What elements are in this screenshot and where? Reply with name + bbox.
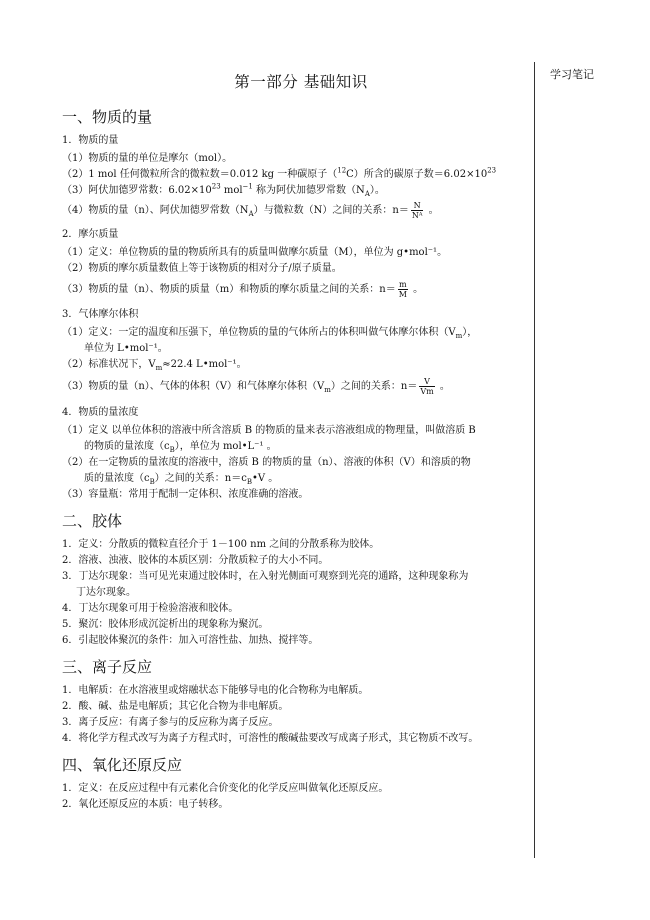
list-item-continuation: 丁达尔现象。 [76, 587, 136, 598]
section-heading: 四、氧化还原反应 [62, 756, 183, 774]
page-title: 第一部分 基础知识 [234, 73, 368, 91]
list-item: 5．聚沉：胶体形成沉淀析出的现象称为聚沉。 [62, 619, 269, 630]
study-notes-label: 学习笔记 [550, 68, 594, 81]
text-line: （2）1 mol 任何微粒所含的微粒数＝0.012 kg 一种碳原子（$^{12}$C）所含的碳原子数$=6.02\times 10^{23}$ [62, 166, 497, 180]
list-item: 2．氧化还原反应的本质：电子转移。 [62, 799, 229, 810]
formula-line: （3）物质的量（n）、物质的质量（m）和物质的摩尔质量之间的关系：n＝ $\frac{m}{M}$ 。 [62, 280, 424, 299]
text-line: （1）定义 以单位体积的溶液中所含溶质 B 的物质的量来表示溶液组成的物理量，叫做溶质 B [62, 425, 476, 436]
list-item: 2．溶液、浊液、胶体的本质区别：分散质粒子的大小不同。 [62, 555, 329, 566]
fraction: $\frac{N}{\text{Nᴬ}}$ [411, 201, 423, 220]
subsection-title: 4．物质的量浓度 [62, 407, 139, 418]
subsection-title: 3．气体摩尔体积 [62, 309, 139, 320]
list-item: 1．定义：在反应过程中有元素化合价变化的化学反应叫做氧化还原反应。 [62, 783, 389, 794]
list-item: 3．离子反应：有离子参与的反应称为离子反应。 [62, 717, 279, 728]
list-item: 1．电解质：在水溶液里或熔融状态下能够导电的化合物称为电解质。 [62, 685, 369, 696]
text-line: （3）阿伏加德罗常数：$6.02\times 10^{23}$ mol$^{-1}$ 称为阿伏加德罗常数$(N_A)$。 [62, 182, 385, 198]
section-heading: 二、胶体 [62, 512, 123, 530]
list-item: 2．酸、碱、盐是电解质；其它化合物为非电解质。 [62, 701, 289, 712]
text-line: （2）物质的摩尔质量数值上等于该物质的相对分子/原子质量。 [62, 263, 342, 274]
subsection-title: 2．摩尔质量 [62, 229, 119, 240]
formula-line: （3）物质的量（n）、气体的体积（V）和气体摩尔体积$(V_m)$之间的关系：n＝ $\frac{V}{Vm}$ 。 [62, 377, 450, 396]
text-line: 质的量浓度$(c_B)$之间的关系：$n=c_B•V$ 。 [84, 473, 279, 486]
text-line: （2）标准状况下，$V_m\approx 22.4$ L•mol⁻¹。 [62, 359, 247, 372]
subsection-title: 1．物质的量 [62, 135, 119, 146]
text-line: 的物质的量浓度$(c_B)$，单位为 mol•L⁻¹ 。 [84, 441, 277, 454]
margin-rule [534, 62, 535, 858]
text-line: （1）定义：单位物质的量的物质所具有的质量叫做摩尔质量（M），单位为 g•mol⁻¹。 [62, 247, 448, 258]
text-line: 单位为 L•mol⁻¹。 [84, 343, 168, 354]
list-item: 4．丁达尔现象可用于检验溶液和胶体。 [62, 603, 239, 614]
list-item: 4．将化学方程式改写为离子方程式时，可溶性的酸碱盐要改写成离子形式，其它物质不改写。 [62, 733, 479, 744]
section-heading: 一、物质的量 [62, 108, 153, 126]
list-item: 6．引起胶体聚沉的条件：加入可溶性盐、加热、搅拌等。 [62, 635, 319, 646]
list-item: 3．丁达尔现象：当可见光束通过胶体时，在入射光侧面可观察到光亮的通路，这种现象称为 [62, 571, 469, 582]
fraction: $\frac{V}{Vm}$ [420, 377, 434, 396]
formula-line: （4）物质的量（n）、阿伏加德罗常数$(N_A)$与微粒数（N）之间的关系：n＝ $\frac{N}{\text{Nᴬ}}$ 。 [62, 201, 439, 220]
text-line: （3）容量瓶：常用于配制一定体积、浓度准确的溶液。 [62, 489, 309, 500]
main-content [62, 64, 534, 813]
text-line: （2）在一定物质的量浓度的溶液中，溶质 B 的物质的量（n）、溶液的体积（V）和溶质的物 [62, 457, 471, 468]
text-line: （1）物质的量的单位是摩尔（mol）。 [62, 153, 233, 164]
text-line: （1）定义：一定的温度和压强下，单位物质的量的气体所占的体积叫做气体摩尔体积$(V_m)$， [62, 327, 478, 340]
list-item: 1．定义：分散质的微粒直径介于 1－100 nm 之间的分散系称为胶体。 [62, 539, 380, 550]
section-heading: 三、离子反应 [62, 658, 153, 676]
fraction: $\frac{m}{M}$ [398, 280, 407, 299]
